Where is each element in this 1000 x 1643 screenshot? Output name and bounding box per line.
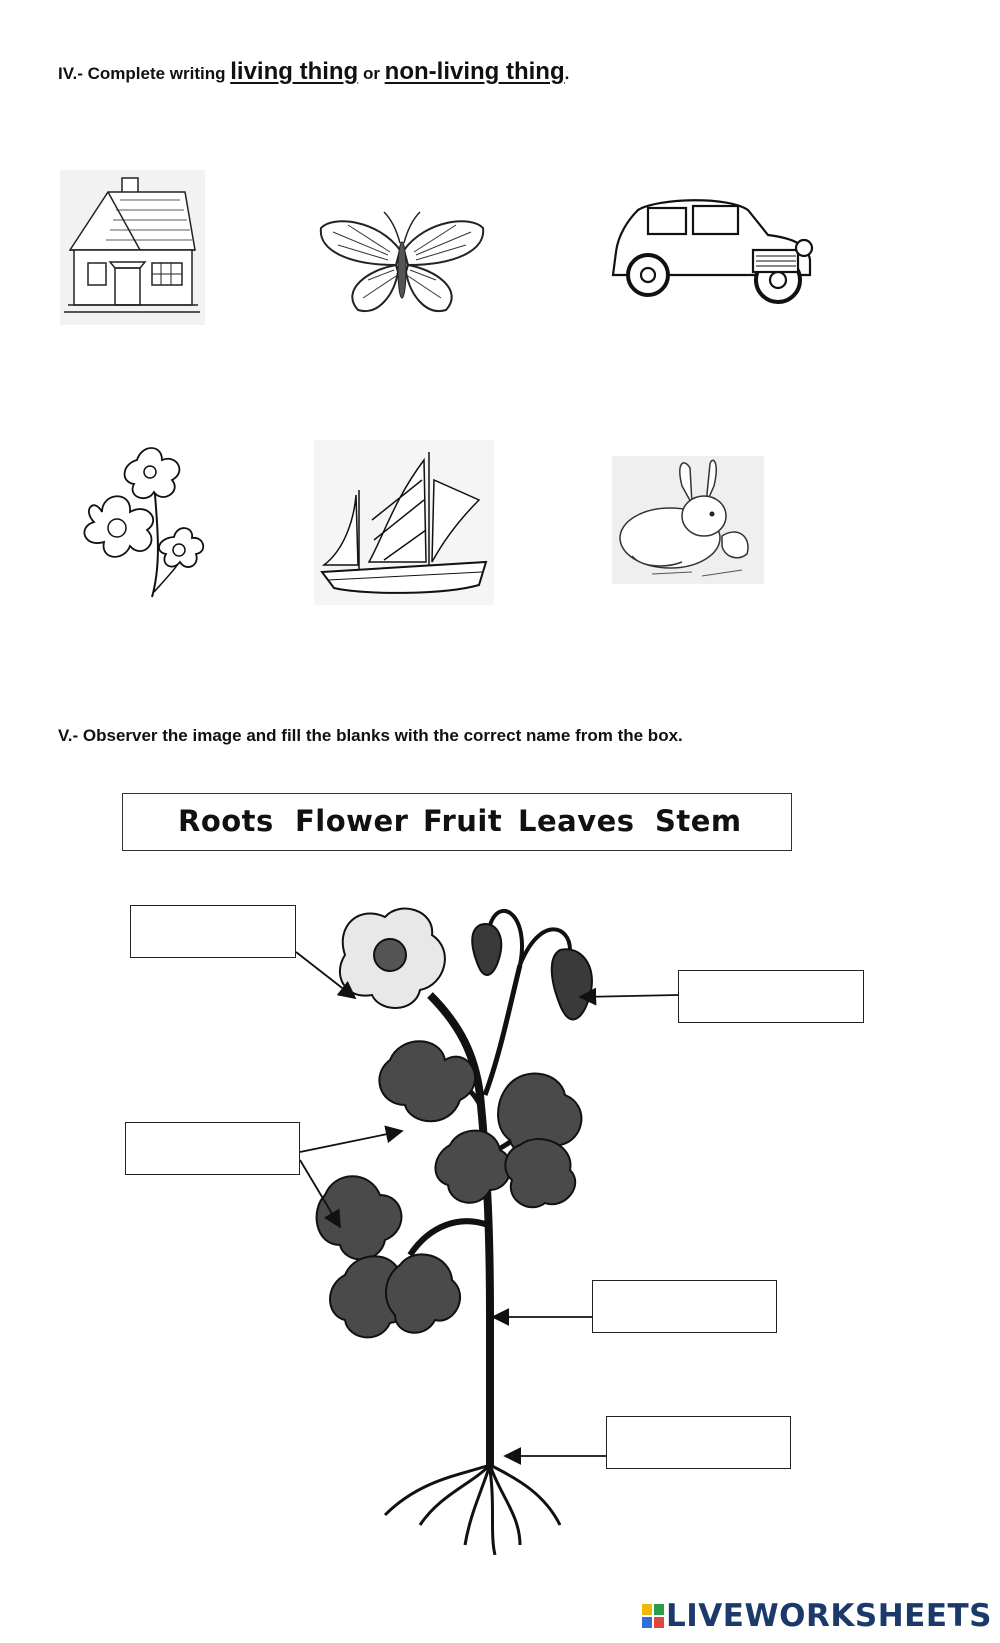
word-bank-box bbox=[122, 793, 792, 851]
liveworksheets-logo bbox=[642, 1596, 992, 1636]
house-icon bbox=[60, 170, 205, 325]
liveworksheets-logo-icon bbox=[642, 1604, 664, 1628]
blank-stem[interactable] bbox=[592, 1280, 777, 1333]
word-stem: Stem bbox=[655, 804, 742, 838]
rabbit-icon bbox=[612, 456, 764, 584]
term-non-living-thing: non-living thing bbox=[384, 58, 565, 85]
logo-text: LIVEWORKSHEETS bbox=[666, 1598, 992, 1634]
blank-fruit[interactable] bbox=[678, 970, 864, 1023]
term-living-thing: living thing bbox=[230, 58, 359, 85]
blank-roots[interactable] bbox=[606, 1416, 791, 1469]
word-flower: Flower bbox=[295, 804, 409, 838]
butterfly-icon bbox=[318, 210, 486, 320]
blank-leaves[interactable] bbox=[125, 1122, 300, 1175]
word-roots: Roots bbox=[178, 804, 274, 838]
car-icon bbox=[608, 190, 818, 310]
word-leaves: Leaves bbox=[518, 804, 635, 838]
blank-flower[interactable] bbox=[130, 905, 296, 958]
section-iv-instruction: IV.- Complete writing living thing or non-living thing. bbox=[58, 58, 570, 85]
section-v-instruction: V.- Observer the image and fill the blanks with the correct name from the box. bbox=[58, 726, 683, 745]
word-fruit: Fruit bbox=[423, 804, 503, 838]
flower-icon bbox=[62, 442, 217, 607]
sailboat-icon bbox=[314, 440, 494, 605]
